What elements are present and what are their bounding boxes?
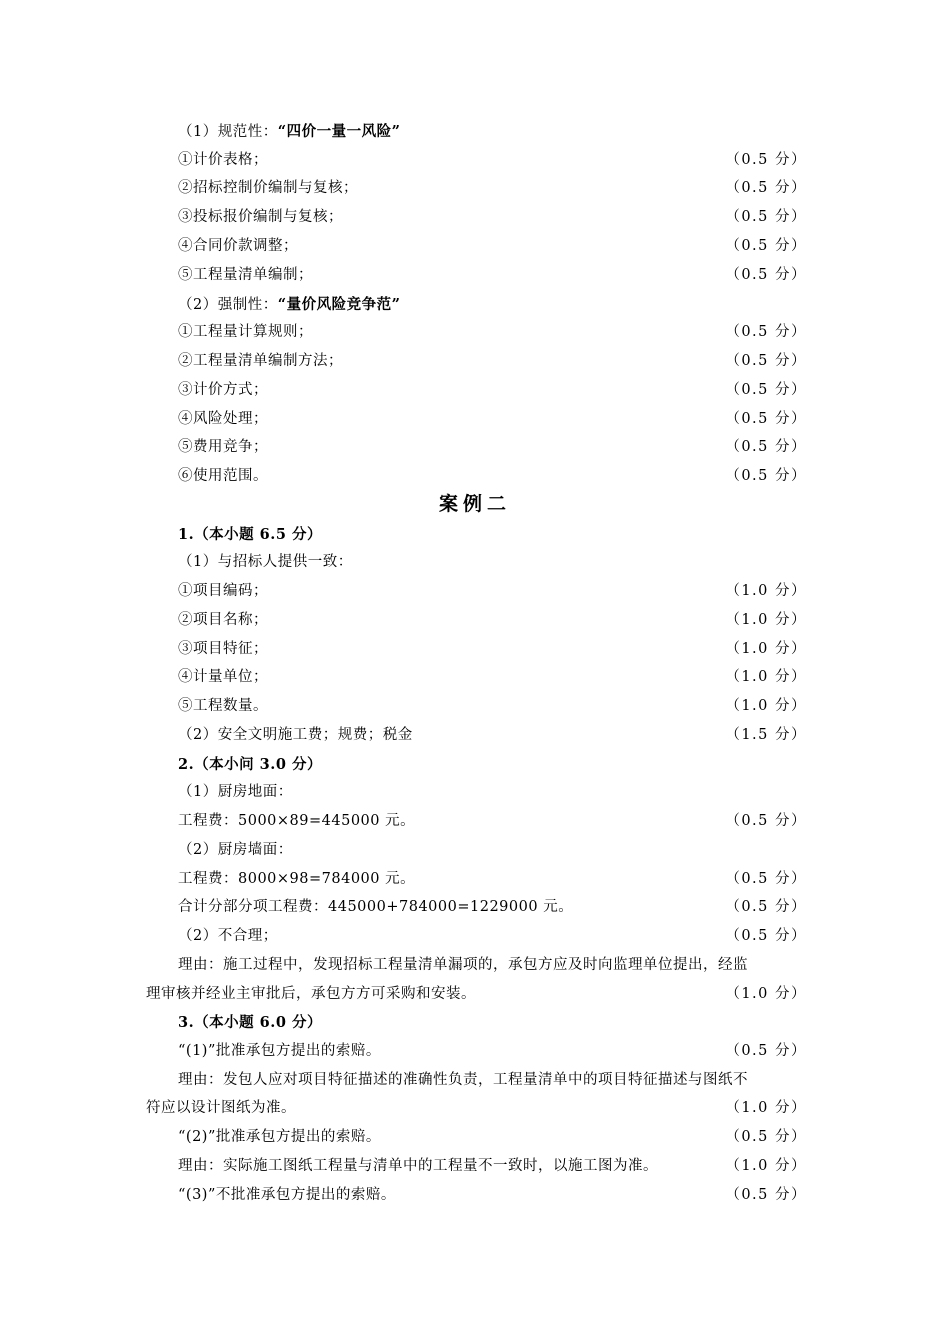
score: （0.5 分） [725, 180, 807, 196]
score: （0.5 分） [725, 209, 807, 225]
score: （0.5 分） [725, 813, 807, 829]
score: （1.0 分） [725, 612, 807, 628]
score: （0.5 分） [725, 1187, 807, 1203]
score: （1.0 分） [725, 986, 807, 1002]
score: （1.0 分） [725, 641, 807, 657]
score: （0.5 分） [725, 324, 807, 340]
list-item: ④合同价款调整； （0.5 分） [0, 232, 950, 261]
reason-line: 理审核并经业主审批后，承包方方可采购和安装。 （1.0 分） [0, 980, 950, 1009]
list-item: ①项目编码； （1.0 分） [0, 577, 950, 606]
question-title: 2.（本小问 3.0 分） [178, 756, 322, 773]
score: （0.5 分） [725, 439, 807, 455]
reason-line: 理由：施工过程中，发现招标工程量清单漏项的，承包方应及时向监理单位提出，经监 [178, 957, 748, 973]
score: （1.0 分） [725, 1158, 807, 1174]
score: （1.0 分） [725, 669, 807, 685]
cost-line: 合计分部分项工程费：445000+784000=1229000 元。 （0.5 分） [0, 893, 950, 922]
sub-heading: （2）厨房墙面： [178, 842, 293, 858]
heading-label: （2）强制性： [178, 297, 278, 313]
heading-mandatory [0, 290, 950, 319]
answer-line: “(2)”批准承包方提出的索赔。 （0.5 分） [0, 1123, 950, 1152]
cost-line: 工程费：5000×89=445000 元。 （0.5 分） [0, 807, 950, 836]
score: （0.5 分） [725, 468, 807, 484]
score: （1.0 分） [725, 698, 807, 714]
heading-normative [0, 117, 950, 146]
score: （0.5 分） [725, 899, 807, 915]
score: （0.5 分） [725, 238, 807, 254]
score: （0.5 分） [725, 353, 807, 369]
answer-line: “(1)”批准承包方提出的索赔。 （0.5 分） [0, 1037, 950, 1066]
list-item: ①计价表格； （0.5 分） [0, 146, 950, 175]
reason-line: 理由：发包人应对项目特征描述的准确性负责，工程量清单中的项目特征描述与图纸不 [178, 1072, 748, 1088]
heading-label: （1）规范性： [178, 124, 278, 140]
list-item: ⑤费用竞争； （0.5 分） [0, 433, 950, 462]
score: （0.5 分） [725, 928, 807, 944]
case-title: 案例二 [438, 493, 511, 515]
list-item: ④计量单位； （1.0 分） [0, 663, 950, 692]
score: （1.5 分） [725, 727, 807, 743]
answer-line: “(3)”不批准承包方提出的索赔。 （0.5 分） [0, 1181, 950, 1210]
list-item: ⑤工程量清单编制； （0.5 分） [0, 261, 950, 290]
list-item: ③项目特征； （1.0 分） [0, 635, 950, 664]
list-item: ⑤工程数量。 （1.0 分） [0, 692, 950, 721]
heading-emphasis: “四价一量一风险” [277, 123, 401, 140]
list-item: ⑥使用范围。 （0.5 分） [0, 462, 950, 491]
score: （0.5 分） [725, 152, 807, 168]
list-item: ②项目名称； （1.0 分） [0, 606, 950, 635]
score: （0.5 分） [725, 382, 807, 398]
question-title: 3.（本小题 6.0 分） [178, 1014, 322, 1031]
list-item: ②招标控制价编制与复核； （0.5 分） [0, 174, 950, 203]
score: （1.0 分） [725, 583, 807, 599]
reason-line: 符应以设计图纸为准。 （1.0 分） [0, 1094, 950, 1123]
list-item: ②工程量清单编制方法； （0.5 分） [0, 347, 950, 376]
score: （0.5 分） [725, 1129, 807, 1145]
score: （0.5 分） [725, 1043, 807, 1059]
question-title: 1.（本小题 6.5 分） [178, 526, 322, 543]
sub-heading: （1）与招标人提供一致： [178, 554, 353, 570]
cost-line: 工程费：8000×98=784000 元。 （0.5 分） [0, 865, 950, 894]
answer-line: （2）不合理； （0.5 分） [0, 922, 950, 951]
heading-emphasis: “量价风险竞争范” [277, 296, 401, 313]
score: （0.5 分） [725, 411, 807, 427]
score: （0.5 分） [725, 267, 807, 283]
score: （0.5 分） [725, 871, 807, 887]
score: （1.0 分） [725, 1100, 807, 1116]
sub-heading: （1）厨房地面： [178, 784, 293, 800]
list-item: ①工程量计算规则； （0.5 分） [0, 318, 950, 347]
list-item: ③计价方式； （0.5 分） [0, 376, 950, 405]
list-item: ③投标报价编制与复核； （0.5 分） [0, 203, 950, 232]
list-item: （2）安全文明施工费；规费；税金 （1.5 分） [0, 721, 950, 750]
reason-line: 理由：实际施工图纸工程量与清单中的工程量不一致时，以施工图为准。 （1.0 分） [0, 1152, 950, 1181]
list-item: ④风险处理； （0.5 分） [0, 405, 950, 434]
